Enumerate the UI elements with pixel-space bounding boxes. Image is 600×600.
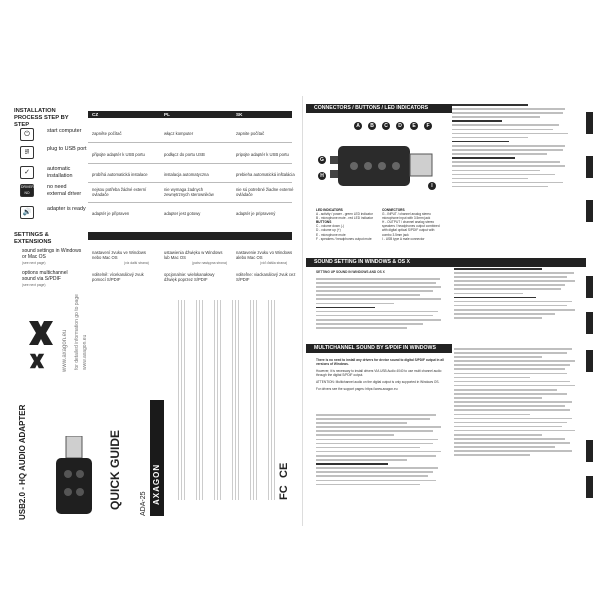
lang-row-4-sk: nie sú potrebné žiadne externé ovládače — [236, 187, 294, 197]
sidebar-tab — [586, 200, 593, 222]
lang-row-5-pl: adapter jest gotowy — [164, 211, 201, 216]
axagon-logo-icon — [26, 318, 56, 348]
lang-header-bar — [88, 111, 292, 118]
step-label: start computer — [47, 128, 82, 134]
divider — [88, 182, 292, 183]
lang-set-1-cz: nastavení zvuku ve Windows nebo Mac OS — [92, 250, 146, 260]
cover-model: ADA-25 — [140, 491, 147, 516]
connectors-title-bar: CONNECTORS / BUTTONS / LED INDICATORS — [306, 104, 452, 113]
usb-icon: ⭿ — [20, 146, 34, 159]
callout-e: E — [410, 122, 418, 130]
sound-title-bar: SOUND SETTING IN WINDOWS & OS X — [306, 258, 586, 267]
sidebar-tab — [586, 440, 593, 462]
lang-row-5-cz: adaptér je připraven — [92, 211, 130, 216]
step-label: adapter is ready — [47, 206, 86, 212]
led-legend — [316, 208, 376, 241]
settings-title: SETTINGS & EXTENSIONS — [14, 232, 52, 245]
device-diagram — [320, 132, 444, 202]
lang-legend-column — [452, 104, 578, 254]
lang-row-2-sk: pripojte adaptér k USB portu — [236, 152, 289, 157]
fcc-mark: FC — [278, 485, 290, 500]
lang-set-1-pl: ustawienia dźwięku w Windows lub Mac OS — [164, 250, 223, 260]
lang-row-1-sk: zapnite počítač — [236, 131, 265, 136]
sidebar-tab — [586, 276, 593, 298]
lang-set-1-sk: nastavenie zvuku vo Windows alebo Mac OS — [236, 250, 293, 260]
checkmark-icon: ✓ — [20, 166, 34, 179]
step-label: no need external driver — [47, 184, 82, 197]
multi-line: However, it is necessary to install drivers VIA USB Audio 4040 to use multi channel audio through the digital S/PDIF output. — [316, 369, 442, 378]
lang-row-4-pl: nie wymaga żadnych zewnętrznych sterowników — [164, 187, 214, 197]
multi-text-right — [454, 348, 580, 459]
multi-line: For drivers see the support pages: https://www.axagon.eu — [316, 387, 398, 392]
button-line: E - microphone mute — [316, 232, 346, 237]
lang-row-3-pl: instalacja automatyczna — [164, 172, 209, 177]
ce-mark: CE — [278, 462, 290, 478]
lang-row-2-cz: připojte adaptér k USB portu — [92, 152, 145, 157]
buttons-title: BUTTONS — [316, 220, 332, 225]
led-line: A - activity / power - green LED indicator — [316, 212, 373, 217]
multichannel-title-bar: MULTICHANNEL SOUND BY S/PDIF IN WINDOWS — [306, 344, 452, 353]
multi-line: There is no need to install any drivers for device sound to digital S/PDIF output in all versions of Windows. — [316, 358, 444, 367]
fine-print-column — [214, 300, 222, 500]
detail-url: www.axagon.eu — [82, 334, 88, 370]
callout-g: G — [318, 156, 326, 164]
led-title: LED INDICATORS — [316, 208, 343, 212]
sidebar-tab — [586, 312, 593, 334]
lang-note-pl: (patrz następna strona) — [192, 261, 228, 265]
lang-row-5-sk: adaptér je pripravený — [236, 211, 276, 216]
sound-sub: SETTING UP SOUND IN WINDOWS AND OS X — [316, 270, 385, 274]
lang-header-sk: SK — [236, 112, 243, 117]
step-label: plug to USB port — [47, 146, 87, 152]
multi-text-more — [316, 414, 446, 488]
lang-set-2-cz: volitelně: vícekanálový zvuk pomocí S/PDIF — [92, 272, 144, 282]
step-label: automatic installation — [47, 166, 73, 179]
callout-f: F — [424, 122, 432, 130]
settings-item-note: (see next page) — [22, 283, 46, 287]
callout-a: A — [354, 122, 362, 130]
website-text: www.axagon.eu — [62, 329, 68, 372]
lang-row-3-sk: prebieha automatická inštalácia — [236, 172, 295, 177]
fine-print-column — [178, 300, 186, 500]
sidebar-tab — [586, 350, 593, 372]
lang-header-cz: CZ — [92, 112, 99, 117]
button-line: C - volume down (-) — [316, 224, 344, 229]
quick-guide-title: QUICK GUIDE — [108, 429, 122, 510]
lang-note-cz: (viz další strana) — [124, 261, 149, 265]
power-icon: ⏻ — [20, 128, 34, 141]
callout-b: B — [368, 122, 376, 130]
sound-text-right — [454, 268, 580, 321]
lang-note-sk: (viď ďalšia strana) — [260, 261, 288, 265]
sidebar-tab — [586, 476, 593, 498]
lang-set-2-pl: opcjonalnie: wielokanałowy dźwięk poprzez S/PDIF — [164, 272, 215, 282]
callout-i: I — [428, 182, 436, 190]
lang-row-1-pl: włącz komputer — [164, 131, 194, 136]
connector-line: G - INPUT / channel analog stereo microphone input with 3.5mm jack — [382, 212, 431, 221]
connectors-sub: CONNECTORS — [382, 208, 405, 212]
settings-item-label: sound settings in Windows or Mac OS — [22, 248, 82, 260]
led-line: B - microphone mute - red LED indicator — [316, 216, 374, 221]
lang-row-4-cz: nejsou potřeba žádné externí ovladače — [92, 187, 147, 197]
callout-h: H — [318, 172, 326, 180]
lang-header-pl: PL — [164, 112, 170, 117]
lang-row-1-cz: zapněte počítač — [92, 131, 122, 136]
sidebar-tab — [586, 156, 593, 178]
usb-adapter-image — [46, 436, 102, 516]
axagon-small-logo-icon — [28, 352, 46, 370]
button-line: D - volume up (+) — [316, 228, 341, 233]
settings-item-label: options multichannel sound via S/PDIF — [22, 270, 68, 282]
settings-item-2 — [22, 270, 82, 288]
install-title: INSTALLATION PROCESS STEP BY STEP — [14, 108, 69, 128]
driver-icon: DRIVER NO — [20, 184, 34, 197]
fine-print-column — [196, 300, 204, 500]
connectors-legend — [382, 208, 444, 241]
settings-item-note: (see next page) — [22, 261, 46, 265]
lang-set-2-sk: voliteľne: viackanálový zvuk cez S/PDIF — [236, 272, 296, 282]
button-line: F - speakers / headphones output mute — [316, 236, 372, 241]
divider — [88, 163, 292, 164]
lang-row-3-cz: probíhá automatická instalace — [92, 172, 148, 177]
product-name: USB2.0 - HQ AUDIO ADAPTER — [18, 404, 27, 520]
connector-line: H - OUTPUT / channel analog stereo speakers / headphones output combined with digital optical S/PDIF output with combo 3.5mm jack — [382, 220, 440, 237]
multi-line: ATTENTION: Multichannel audio on the digital output is only supported in Windows OS. — [316, 380, 440, 385]
fine-print-column — [232, 300, 240, 500]
cover-brand: AXAGON — [152, 463, 161, 505]
callout-d: D — [396, 122, 404, 130]
detail-note: for detailed information go to page — [74, 294, 80, 370]
fine-print-column — [268, 300, 276, 500]
settings-item-1 — [22, 248, 82, 266]
callout-c: C — [382, 122, 390, 130]
lang-settings-bar — [88, 232, 292, 240]
speaker-icon: 🔊 — [20, 206, 34, 219]
divider — [88, 202, 292, 203]
fine-print-column — [250, 300, 258, 500]
divider — [88, 142, 292, 143]
page-divider — [302, 96, 303, 526]
connector-line: I - USB type A male connector — [382, 236, 425, 241]
multi-text — [316, 358, 446, 392]
sound-text-left — [316, 278, 446, 331]
lang-row-2-pl: podłącz do portu USB — [164, 152, 205, 157]
sidebar-tab — [586, 112, 593, 134]
